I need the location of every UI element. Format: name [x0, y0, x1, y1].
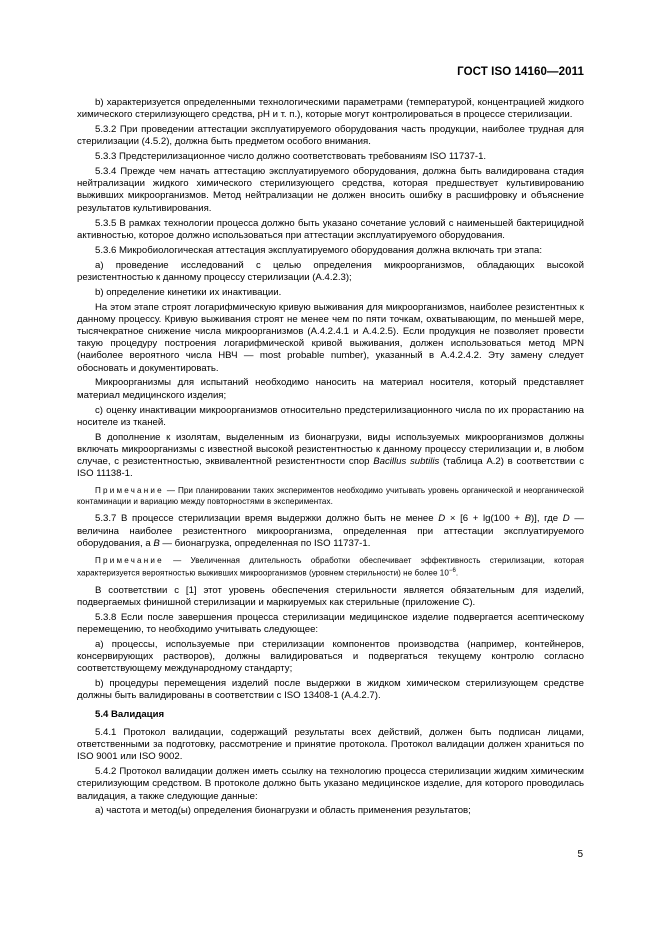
page-number: 5: [577, 849, 583, 860]
paragraph: b) характеризуется определенными технологическими параметрами (температурой, концентрацией жидкого химического стерилизующего средства, pH и т. п.), которые могут контролироваться в процессе стерилизации.: [77, 97, 584, 121]
paragraph: 5.3.8 Если после завершения процесса стерилизации медицинское изделие подвергается асептическому перемещению, то необходимо учитывать следующее:: [77, 611, 584, 636]
list-item: b) определение кинетики их инактивации.: [95, 286, 282, 298]
list-item: a) процессы, используемые при стерилизации компонентов производства (например, контейнеров, консервирующих растворов), должны валидироваться и подвергаться текущему контролю согласно соответствующему международному стандарту;: [77, 638, 584, 675]
document-body: [77, 97, 584, 820]
paragraph: 5.4.2 Протокол валидации должен иметь ссылку на технологию процесса стерилизации жидким химическим стерилизующим средством. В протоколе должно быть указано медицинское изделие, для которого проводилась валидация, а также следующие данные:: [77, 766, 584, 802]
section-heading: 5.4 Валидация: [95, 708, 165, 720]
note: Примечание — При планировании таких экспериментов необходимо учитывать уровень органической и неорганической контаминации и вариацию между повторностями в экспериментах.: [77, 486, 584, 507]
document-header: ГОСТ ISO 14160—2011: [457, 66, 584, 78]
paragraph: В соответствии с [1] этот уровень обеспечения стерильности является обязательным для изделий, подвергаемых финишной стерилизации и маркируемых как стерильные (приложение С).: [77, 584, 584, 608]
paragraph: 5.3.4 Прежде чем начать аттестацию эксплуатируемого оборудования, должна быть валидирована стадия нейтрализации жидкого химического стерилизующего средства, которая предшествует культивированию выживших микроорганизмов. Метод нейтрализации не должен вносить ошибку в расшифровку и объяснение результатов культивирования.: [77, 166, 584, 214]
paragraph: Микроорганизмы для испытаний необходимо наносить на материал носителя, который представляет материал медицинского изделия;: [77, 377, 584, 401]
paragraph: 5.3.7 В процессе стерилизации время выдержки должно быть не менее D × [6 + lg(100 + B)], где D — величина наиболее резистентного микроорганизма, определенная при аттестации эксплуатируемого оборудования, а B — бионагрузка, определенная по ISO 11737-1.: [77, 513, 584, 549]
note-label: Примечание: [95, 486, 164, 496]
paragraph: 5.3.6 Микробиологическая аттестация эксплуатируемого оборудования должна включать три этапа:: [95, 244, 543, 256]
list-item: b) процедуры перемещения изделий после выдержки в жидком химическом стерилизующем средстве должны быть валидированы в соответствии с ISO 13408-1 (А.4.2.7).: [77, 678, 584, 702]
note: Примечание — Увеличенная длительность обработки обеспечивает эффективность стерилизации, которая характеризуется вероятностью выживших микроорганизмов (уровнем стерильности) не более $10^{-6}$.: [77, 556, 584, 578]
list-item: c) оценку инактивации микроорганизмов относительно предстерилизационного числа по их прорастанию на носителе из тканей.: [77, 404, 584, 428]
paragraph: 5.3.2 При проведении аттестации эксплуатируемого оборудования часть продукции, наиболее трудная для стерилизации (4.5.2), должна быть предметом особого внимания.: [77, 124, 584, 148]
list-item: a) проведение исследований с целью определения микроорганизмов, обладающих высокой резистентностью к данному процессу стерилизации (А.4.2.3);: [77, 259, 584, 283]
note-label: Примечание: [95, 556, 164, 566]
paragraph: На этом этапе строят логарифмическую кривую выживания для микроорганизмов, наиболее резистентных к данному процессу. Кривую выживания строят не менее чем по пяти точкам, охватывающим, по меньшей мере, тысячекратное снижение числа микроорганизмов (А.4.2.4.1 и А.4.2.5). Если продукция не позволяет провести такую процедуру построения логарифмической кривой выживания, должен использоваться метод MPN (наиболее вероятного числа НВЧ — most probable number), указанный в А.4.2.4.2. Эту замену следует обосновать и документировать.: [77, 301, 584, 374]
species-name: Bacillus subtilis: [373, 456, 440, 468]
paragraph: В дополнение к изолятам, выделенным из бионагрузки, виды используемых микроорганизмов должны включать микроорганизмы с известной высокой резистентностью к данному процессу стерилизации и, в любом случае, с резистентностью, эквивалентной резистентности спор Bacillus subtilis (таблица А.2) в соответствии с ISO 11138-1.: [77, 431, 584, 480]
paragraph: 5.4.1 Протокол валидации, содержащий результаты всех действий, должен быть подписан лицами, ответственными за подготовку, рассмотрение и принятие протокола. Протокол валидации должен храниться по ISO 9001 или ISO 9002.: [77, 726, 584, 763]
paragraph: 5.3.3 Предстерилизационное число должно соответствовать требованиям ISO 11737-1.: [95, 151, 487, 163]
paragraph: 5.3.5 В рамках технологии процесса должно быть указано сочетание условий с наименьшей бактерицидной активностью, которое должно использоваться при аттестации эксплуатируемого оборудования.: [77, 217, 584, 241]
list-item: a) частота и метод(ы) определения бионагрузки и область применения результатов;: [95, 805, 471, 817]
